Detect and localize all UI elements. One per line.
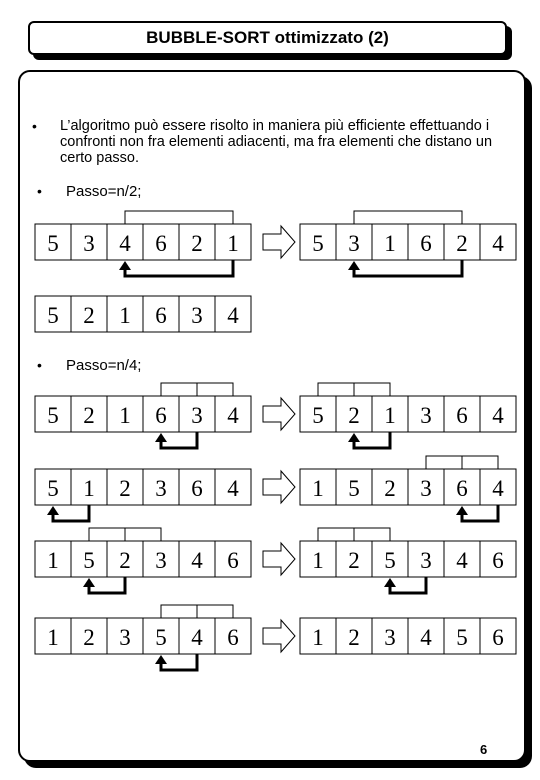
array-cell-value: 2: [119, 476, 131, 501]
array-cell-value: 5: [47, 231, 59, 256]
array-cell-value: 6: [492, 548, 504, 573]
swap-arrow-head: [155, 655, 167, 664]
array-cell-value: 5: [47, 403, 59, 428]
array-cell-value: 6: [492, 625, 504, 650]
array-cell-value: 1: [384, 403, 396, 428]
array-cell-value: 3: [384, 625, 396, 650]
bullet-1: •: [32, 118, 37, 134]
swap-arrow-line: [161, 432, 197, 448]
array-cell-value: 3: [119, 625, 131, 650]
swap-arrow-head: [348, 433, 360, 442]
swap-arrow-head: [155, 433, 167, 442]
transition-arrow-icon: [263, 398, 295, 430]
array-cell-value: 6: [155, 303, 167, 328]
array-cell-value: 5: [384, 548, 396, 573]
array-cell-value: 5: [456, 625, 468, 650]
array-cell-value: 5: [47, 476, 59, 501]
swap-arrow-line: [462, 505, 498, 521]
array-cell-value: 6: [155, 403, 167, 428]
array-cell-value: 2: [83, 625, 95, 650]
array-cell-value: 2: [456, 231, 468, 256]
array-cell-value: 1: [312, 625, 324, 650]
array-cell-value: 4: [492, 403, 504, 428]
array-cell-value: 4: [492, 476, 504, 501]
swap-arrow-head: [384, 578, 396, 587]
array-cell-value: 5: [312, 231, 324, 256]
array-cell-value: 1: [227, 231, 239, 256]
array-cell-value: 2: [191, 231, 203, 256]
array-cell-value: 6: [227, 625, 239, 650]
step-label-quarter: Passo=n/4;: [66, 357, 142, 374]
array-cell-value: 1: [312, 476, 324, 501]
array-cell-value: 1: [312, 548, 324, 573]
array-cell-value: 5: [312, 403, 324, 428]
array-cell-value: 4: [227, 476, 239, 501]
array-cell-value: 4: [227, 303, 239, 328]
array-cell-value: 4: [456, 548, 468, 573]
array-cell-value: 1: [384, 231, 396, 256]
compare-bracket: [125, 211, 233, 224]
compare-bracket: [354, 211, 462, 224]
array-cell-value: 5: [83, 548, 95, 573]
array-cell-value: 1: [47, 625, 59, 650]
array-cell-value: 2: [348, 403, 360, 428]
swap-arrow-line: [161, 654, 197, 670]
transition-arrow-icon: [263, 543, 295, 575]
array-cell-value: 5: [348, 476, 360, 501]
array-cell-value: 1: [119, 303, 131, 328]
array-cell-value: 4: [420, 625, 432, 650]
swap-arrow-head: [456, 506, 468, 515]
array-cell-value: 2: [119, 548, 131, 573]
array-cell-value: 6: [456, 403, 468, 428]
swap-arrow-line: [53, 505, 89, 521]
array-cell-value: 2: [83, 403, 95, 428]
slide-title: BUBBLE-SORT ottimizzato (2): [28, 21, 507, 55]
swap-arrow-head: [83, 578, 95, 587]
array-cell-value: 3: [155, 548, 167, 573]
array-cell-value: 6: [155, 231, 167, 256]
array-cell-value: 2: [348, 548, 360, 573]
bullet-2: •: [37, 183, 42, 199]
array-cell-value: 3: [191, 303, 203, 328]
array-cell-value: 6: [456, 476, 468, 501]
array-cell-value: 2: [83, 303, 95, 328]
transition-arrow-icon: [263, 226, 295, 258]
swap-arrow-line: [354, 432, 390, 448]
array-cell-value: 1: [119, 403, 131, 428]
array-cell-value: 3: [83, 231, 95, 256]
swap-arrow-line: [390, 577, 426, 593]
intro-paragraph: L’algoritmo può essere risolto in maniera più efficiente effettuando i confronti non fra elementi adiacenti, ma fra elementi che distano un certo passo.: [60, 118, 493, 166]
step-label-half: Passo=n/2;: [66, 183, 142, 200]
array-cell-value: 4: [492, 231, 504, 256]
array-cell-value: 2: [348, 625, 360, 650]
array-cell-value: 4: [191, 548, 203, 573]
array-cell-value: 3: [348, 231, 360, 256]
array-cell-value: 3: [191, 403, 203, 428]
swap-arrow-head: [47, 506, 59, 515]
array-cell-value: 1: [83, 476, 95, 501]
swap-arrow-line: [354, 260, 462, 276]
swap-arrow-head: [119, 261, 131, 270]
transition-arrow-icon: [263, 620, 295, 652]
array-cell-value: 3: [420, 403, 432, 428]
array-cell-value: 2: [384, 476, 396, 501]
array-cell-value: 6: [191, 476, 203, 501]
bullet-3: •: [37, 357, 42, 373]
swap-arrow-line: [89, 577, 125, 593]
array-cell-value: 6: [227, 548, 239, 573]
array-cell-value: 4: [227, 403, 239, 428]
array-cell-value: 4: [119, 231, 131, 256]
array-cell-value: 6: [420, 231, 432, 256]
swap-arrow-head: [348, 261, 360, 270]
page-number: 6: [480, 742, 488, 757]
array-cell-value: 3: [420, 476, 432, 501]
transition-arrow-icon: [263, 471, 295, 503]
array-cell-value: 5: [155, 625, 167, 650]
array-cell-value: 3: [155, 476, 167, 501]
array-cell-value: 3: [420, 548, 432, 573]
array-cell-value: 4: [191, 625, 203, 650]
array-cell-value: 1: [47, 548, 59, 573]
array-cell-value: 5: [47, 303, 59, 328]
swap-arrow-line: [125, 260, 233, 276]
